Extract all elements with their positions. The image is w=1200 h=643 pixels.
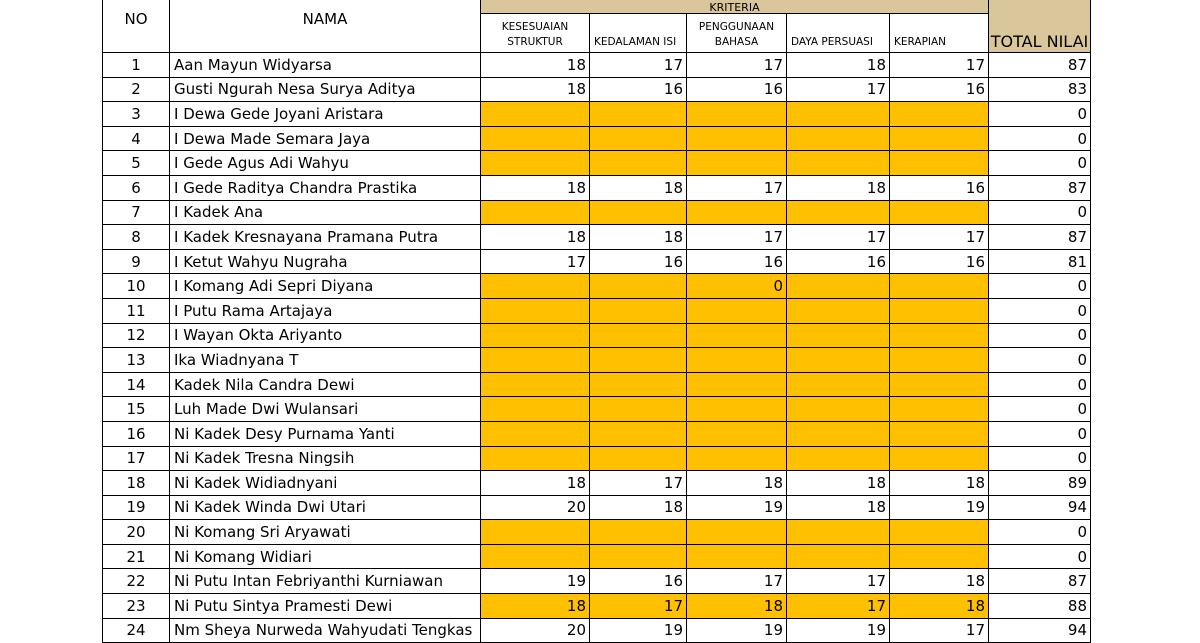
score-cell-penggunaan-bahasa: 19 xyxy=(687,618,787,643)
total-nilai-cell: 0 xyxy=(989,421,1091,446)
total-nilai-cell: 0 xyxy=(989,397,1091,422)
score-cell-kedalaman-isi xyxy=(590,200,687,225)
score-cell-kerapian xyxy=(890,126,989,151)
table-row xyxy=(103,471,1091,496)
table-row xyxy=(103,348,1091,373)
score-cell-kerapian xyxy=(890,520,989,545)
score-cell-kerapian xyxy=(890,298,989,323)
score-cell-penggunaan-bahasa: 19 xyxy=(687,495,787,520)
score-cell-daya-persuasi: 19 xyxy=(787,618,890,643)
score-cell-penggunaan-bahasa xyxy=(687,200,787,225)
total-nilai-cell: 81 xyxy=(989,249,1091,274)
row-number-cell: 4 xyxy=(103,126,170,151)
header-total-nilai: TOTAL NILAI xyxy=(989,0,1091,53)
score-cell-penggunaan-bahasa xyxy=(687,102,787,127)
student-name-cell: I Gede Raditya Chandra Prastika xyxy=(170,175,481,200)
total-nilai-cell: 0 xyxy=(989,446,1091,471)
table-row xyxy=(103,495,1091,520)
score-cell-kerapian xyxy=(890,372,989,397)
score-cell-penggunaan-bahasa: 18 xyxy=(687,594,787,619)
score-cell-kedalaman-isi xyxy=(590,520,687,545)
table-header xyxy=(103,0,1091,53)
table-row xyxy=(103,151,1091,176)
score-cell-daya-persuasi xyxy=(787,102,890,127)
row-number-cell: 22 xyxy=(103,569,170,594)
score-cell-daya-persuasi: 17 xyxy=(787,77,890,102)
score-cell-kedalaman-isi: 16 xyxy=(590,569,687,594)
score-cell-daya-persuasi xyxy=(787,348,890,373)
score-cell-daya-persuasi xyxy=(787,126,890,151)
score-cell-daya-persuasi xyxy=(787,372,890,397)
table-row xyxy=(103,274,1091,299)
score-cell-daya-persuasi: 18 xyxy=(787,471,890,496)
score-cell-penggunaan-bahasa xyxy=(687,520,787,545)
table-row xyxy=(103,200,1091,225)
score-cell-kesesuaian-struktur: 20 xyxy=(481,495,590,520)
total-nilai-cell: 83 xyxy=(989,77,1091,102)
score-cell-kerapian xyxy=(890,421,989,446)
total-nilai-cell: 0 xyxy=(989,520,1091,545)
student-name-cell: Ni Putu Sintya Pramesti Dewi xyxy=(170,594,481,619)
score-cell-daya-persuasi xyxy=(787,520,890,545)
row-number-cell: 18 xyxy=(103,471,170,496)
score-cell-kerapian xyxy=(890,446,989,471)
score-cell-daya-persuasi xyxy=(787,298,890,323)
table-row xyxy=(103,102,1091,127)
table-row xyxy=(103,298,1091,323)
score-cell-kesesuaian-struktur xyxy=(481,323,590,348)
score-cell-penggunaan-bahasa: 17 xyxy=(687,175,787,200)
score-cell-penggunaan-bahasa xyxy=(687,323,787,348)
row-number-cell: 3 xyxy=(103,102,170,127)
header-criteria-kedalaman-isi: KEDALAMAN ISI xyxy=(590,14,687,53)
student-name-cell: I Ketut Wahyu Nugraha xyxy=(170,249,481,274)
score-cell-kesesuaian-struktur xyxy=(481,348,590,373)
row-number-cell: 14 xyxy=(103,372,170,397)
score-cell-penggunaan-bahasa: 17 xyxy=(687,53,787,78)
row-number-cell: 23 xyxy=(103,594,170,619)
score-cell-kesesuaian-struktur xyxy=(481,520,590,545)
score-cell-penggunaan-bahasa: 16 xyxy=(687,77,787,102)
student-name-cell: Gusti Ngurah Nesa Surya Aditya xyxy=(170,77,481,102)
table-row xyxy=(103,618,1091,643)
score-cell-kerapian: 16 xyxy=(890,249,989,274)
student-name-cell: I Komang Adi Sepri Diyana xyxy=(170,274,481,299)
total-nilai-cell: 0 xyxy=(989,372,1091,397)
row-number-cell: 21 xyxy=(103,544,170,569)
score-cell-kerapian: 18 xyxy=(890,594,989,619)
score-cell-kerapian xyxy=(890,200,989,225)
score-cell-penggunaan-bahasa: 0 xyxy=(687,274,787,299)
total-nilai-cell: 87 xyxy=(989,175,1091,200)
score-cell-kedalaman-isi xyxy=(590,323,687,348)
row-number-cell: 16 xyxy=(103,421,170,446)
score-cell-kerapian xyxy=(890,544,989,569)
student-name-cell: I Kadek Kresnayana Pramana Putra xyxy=(170,225,481,250)
row-number-cell: 11 xyxy=(103,298,170,323)
total-nilai-cell: 94 xyxy=(989,618,1091,643)
student-name-cell: I Putu Rama Artajaya xyxy=(170,298,481,323)
row-number-cell: 7 xyxy=(103,200,170,225)
score-cell-penggunaan-bahasa xyxy=(687,151,787,176)
score-cell-kedalaman-isi: 18 xyxy=(590,495,687,520)
total-nilai-cell: 88 xyxy=(989,594,1091,619)
score-cell-kesesuaian-struktur: 18 xyxy=(481,53,590,78)
score-cell-kesesuaian-struktur xyxy=(481,102,590,127)
score-cell-daya-persuasi: 17 xyxy=(787,225,890,250)
student-name-cell: Nm Sheya Nurweda Wahyudati Tengkas xyxy=(170,618,481,643)
score-cell-kedalaman-isi: 18 xyxy=(590,175,687,200)
score-cell-kerapian xyxy=(890,348,989,373)
score-cell-daya-persuasi xyxy=(787,200,890,225)
header-criteria-kesesuaian-struktur: KESESUAIAN STRUKTUR xyxy=(481,14,590,53)
score-cell-kerapian xyxy=(890,102,989,127)
row-number-cell: 15 xyxy=(103,397,170,422)
header-criteria-kerapian: KERAPIAN xyxy=(890,14,989,53)
total-nilai-cell: 0 xyxy=(989,151,1091,176)
row-number-cell: 20 xyxy=(103,520,170,545)
student-name-cell: Ni Kadek Tresna Ningsih xyxy=(170,446,481,471)
score-cell-kesesuaian-struktur xyxy=(481,446,590,471)
score-cell-kedalaman-isi: 17 xyxy=(590,471,687,496)
row-number-cell: 8 xyxy=(103,225,170,250)
row-number-cell: 9 xyxy=(103,249,170,274)
score-cell-kesesuaian-struktur: 18 xyxy=(481,225,590,250)
score-cell-kedalaman-isi: 17 xyxy=(590,594,687,619)
total-nilai-cell: 0 xyxy=(989,126,1091,151)
table-row xyxy=(103,397,1091,422)
student-name-cell: Ni Kadek Widiadnyani xyxy=(170,471,481,496)
score-cell-kedalaman-isi xyxy=(590,348,687,373)
student-name-cell: I Dewa Made Semara Jaya xyxy=(170,126,481,151)
total-nilai-cell: 0 xyxy=(989,348,1091,373)
score-cell-kesesuaian-struktur: 18 xyxy=(481,175,590,200)
score-cell-daya-persuasi: 18 xyxy=(787,495,890,520)
score-cell-kesesuaian-struktur xyxy=(481,200,590,225)
score-cell-kesesuaian-struktur: 18 xyxy=(481,471,590,496)
score-cell-kerapian xyxy=(890,151,989,176)
total-nilai-cell: 0 xyxy=(989,274,1091,299)
total-nilai-cell: 87 xyxy=(989,225,1091,250)
score-cell-kedalaman-isi xyxy=(590,151,687,176)
score-cell-kesesuaian-struktur: 17 xyxy=(481,249,590,274)
score-cell-daya-persuasi: 18 xyxy=(787,175,890,200)
score-cell-kesesuaian-struktur xyxy=(481,126,590,151)
row-number-cell: 2 xyxy=(103,77,170,102)
score-cell-daya-persuasi: 16 xyxy=(787,249,890,274)
score-cell-kedalaman-isi: 17 xyxy=(590,53,687,78)
score-cell-penggunaan-bahasa xyxy=(687,348,787,373)
score-cell-penggunaan-bahasa xyxy=(687,372,787,397)
score-cell-kesesuaian-struktur: 20 xyxy=(481,618,590,643)
header-kriteria-label: KRITERIA xyxy=(709,1,760,14)
score-cell-kerapian: 18 xyxy=(890,569,989,594)
score-cell-penggunaan-bahasa: 17 xyxy=(687,569,787,594)
student-name-cell: Ika Wiadnyana T xyxy=(170,348,481,373)
table-row xyxy=(103,249,1091,274)
header-criteria-penggunaan-bahasa: PENGGUNAAN BAHASA xyxy=(687,14,787,53)
score-cell-kedalaman-isi: 16 xyxy=(590,249,687,274)
score-cell-kedalaman-isi: 18 xyxy=(590,225,687,250)
score-cell-kerapian: 19 xyxy=(890,495,989,520)
table-row xyxy=(103,175,1091,200)
score-cell-daya-persuasi: 18 xyxy=(787,53,890,78)
score-cell-kesesuaian-struktur: 18 xyxy=(481,77,590,102)
score-cell-kedalaman-isi xyxy=(590,298,687,323)
score-cell-kedalaman-isi: 19 xyxy=(590,618,687,643)
score-cell-daya-persuasi xyxy=(787,151,890,176)
row-number-cell: 12 xyxy=(103,323,170,348)
score-cell-kedalaman-isi xyxy=(590,421,687,446)
total-nilai-cell: 0 xyxy=(989,323,1091,348)
score-cell-kedalaman-isi xyxy=(590,126,687,151)
total-nilai-cell: 87 xyxy=(989,569,1091,594)
score-cell-kedalaman-isi xyxy=(590,274,687,299)
score-cell-kedalaman-isi xyxy=(590,446,687,471)
student-name-cell: Ni Kadek Winda Dwi Utari xyxy=(170,495,481,520)
score-cell-kesesuaian-struktur xyxy=(481,372,590,397)
score-cell-daya-persuasi xyxy=(787,446,890,471)
row-number-cell: 5 xyxy=(103,151,170,176)
score-cell-kerapian xyxy=(890,274,989,299)
total-nilai-cell: 89 xyxy=(989,471,1091,496)
score-cell-kesesuaian-struktur xyxy=(481,274,590,299)
total-nilai-cell: 94 xyxy=(989,495,1091,520)
header-no: NO xyxy=(103,0,170,53)
score-cell-kesesuaian-struktur xyxy=(481,151,590,176)
total-nilai-cell: 0 xyxy=(989,544,1091,569)
score-cell-kedalaman-isi: 16 xyxy=(590,77,687,102)
student-name-cell: Ni Kadek Desy Purnama Yanti xyxy=(170,421,481,446)
total-nilai-cell: 0 xyxy=(989,200,1091,225)
score-cell-daya-persuasi xyxy=(787,323,890,348)
student-name-cell: I Dewa Gede Joyani Aristara xyxy=(170,102,481,127)
score-cell-penggunaan-bahasa xyxy=(687,397,787,422)
score-cell-kerapian: 16 xyxy=(890,175,989,200)
header-kriteria xyxy=(481,0,989,14)
score-cell-kesesuaian-struktur xyxy=(481,544,590,569)
table-row xyxy=(103,77,1091,102)
table-row xyxy=(103,594,1091,619)
score-cell-kesesuaian-struktur: 19 xyxy=(481,569,590,594)
table-row xyxy=(103,372,1091,397)
score-cell-daya-persuasi: 17 xyxy=(787,594,890,619)
score-cell-kedalaman-isi xyxy=(590,397,687,422)
total-nilai-cell: 0 xyxy=(989,102,1091,127)
score-cell-penggunaan-bahasa xyxy=(687,126,787,151)
score-cell-daya-persuasi xyxy=(787,274,890,299)
table-row xyxy=(103,225,1091,250)
score-cell-penggunaan-bahasa xyxy=(687,298,787,323)
table-row xyxy=(103,323,1091,348)
score-cell-kerapian xyxy=(890,397,989,422)
score-cell-kesesuaian-struktur: 18 xyxy=(481,594,590,619)
score-cell-penggunaan-bahasa xyxy=(687,544,787,569)
score-cell-kerapian: 16 xyxy=(890,77,989,102)
header-nama: NAMA xyxy=(170,0,481,53)
total-nilai-cell: 0 xyxy=(989,298,1091,323)
score-cell-kedalaman-isi xyxy=(590,544,687,569)
score-cell-daya-persuasi xyxy=(787,421,890,446)
row-number-cell: 24 xyxy=(103,618,170,643)
table-row xyxy=(103,53,1091,78)
table-row xyxy=(103,126,1091,151)
student-name-cell: I Wayan Okta Ariyanto xyxy=(170,323,481,348)
student-name-cell: Kadek Nila Candra Dewi xyxy=(170,372,481,397)
row-number-cell: 6 xyxy=(103,175,170,200)
student-name-cell: Ni Komang Sri Aryawati xyxy=(170,520,481,545)
row-number-cell: 10 xyxy=(103,274,170,299)
score-cell-kesesuaian-struktur xyxy=(481,421,590,446)
score-cell-penggunaan-bahasa xyxy=(687,446,787,471)
score-cell-kerapian: 17 xyxy=(890,225,989,250)
score-cell-daya-persuasi xyxy=(787,544,890,569)
table-row xyxy=(103,520,1091,545)
student-name-cell: I Kadek Ana xyxy=(170,200,481,225)
header-criteria-daya-persuasi: DAYA PERSUASI xyxy=(787,14,890,53)
score-cell-penggunaan-bahasa xyxy=(687,421,787,446)
student-name-cell: Luh Made Dwi Wulansari xyxy=(170,397,481,422)
score-cell-kesesuaian-struktur xyxy=(481,397,590,422)
score-cell-penggunaan-bahasa: 16 xyxy=(687,249,787,274)
student-name-cell: Aan Mayun Widyarsa xyxy=(170,53,481,78)
row-number-cell: 17 xyxy=(103,446,170,471)
table-row xyxy=(103,421,1091,446)
score-cell-kesesuaian-struktur xyxy=(481,298,590,323)
score-table xyxy=(102,0,1091,643)
score-cell-daya-persuasi: 17 xyxy=(787,569,890,594)
score-cell-penggunaan-bahasa: 18 xyxy=(687,471,787,496)
score-cell-penggunaan-bahasa: 17 xyxy=(687,225,787,250)
student-name-cell: Ni Komang Widiari xyxy=(170,544,481,569)
score-cell-kerapian: 17 xyxy=(890,53,989,78)
score-cell-kerapian xyxy=(890,323,989,348)
row-number-cell: 13 xyxy=(103,348,170,373)
table-row xyxy=(103,544,1091,569)
table-row xyxy=(103,569,1091,594)
score-cell-kerapian: 17 xyxy=(890,618,989,643)
row-number-cell: 19 xyxy=(103,495,170,520)
score-cell-daya-persuasi xyxy=(787,397,890,422)
row-number-cell: 1 xyxy=(103,53,170,78)
total-nilai-cell: 87 xyxy=(989,53,1091,78)
table-row xyxy=(103,446,1091,471)
score-cell-kedalaman-isi xyxy=(590,372,687,397)
table-body xyxy=(103,53,1091,643)
score-cell-kedalaman-isi xyxy=(590,102,687,127)
student-name-cell: Ni Putu Intan Febriyanthi Kurniawan xyxy=(170,569,481,594)
student-name-cell: I Gede Agus Adi Wahyu xyxy=(170,151,481,176)
score-cell-kerapian: 18 xyxy=(890,471,989,496)
